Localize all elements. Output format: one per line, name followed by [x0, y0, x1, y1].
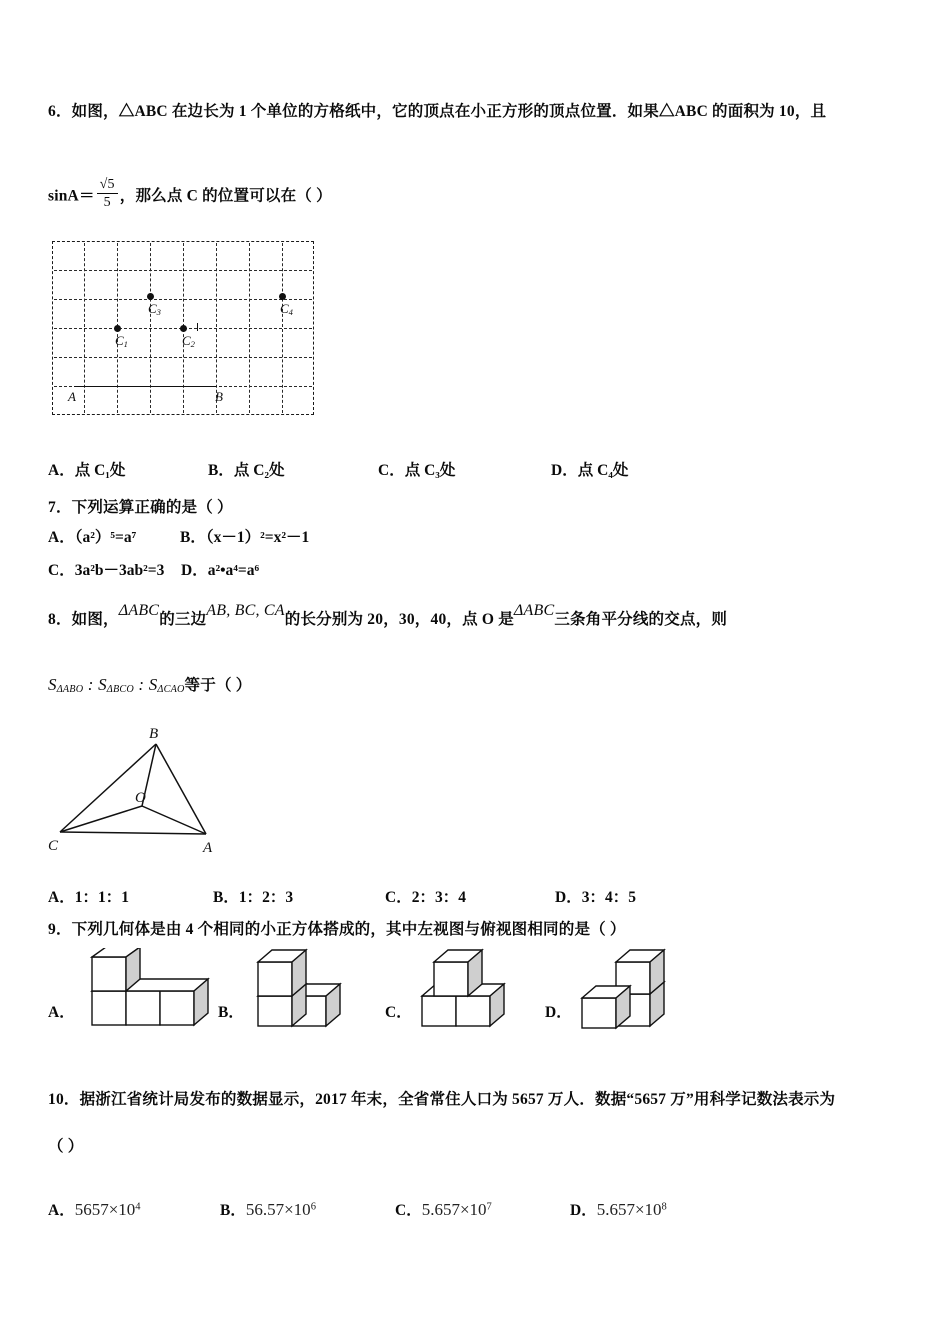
- option-a-key: A．: [48, 462, 75, 479]
- question-10-stem-line-2: （ ）: [48, 1138, 84, 1155]
- question-8-triangle-figure: [48, 722, 263, 857]
- question-7-options-row-2: [48, 558, 259, 580]
- option-b-text: 1：2：3: [238, 889, 294, 906]
- exponent: 6: [310, 1201, 316, 1213]
- question-10-options: [48, 1198, 667, 1220]
- grid-point-c1-label: $C_1$: [115, 333, 128, 350]
- mantissa: 5.657: [421, 1200, 460, 1219]
- option-c-key[interactable]: C．: [385, 1004, 412, 1021]
- cevian-a-o: [142, 806, 206, 834]
- option-c-expr: 3a²b－3ab²=3: [74, 562, 165, 579]
- grid-line-horizontal: [54, 299, 312, 300]
- option-b[interactable]: [208, 458, 378, 480]
- option-a-key: A．: [48, 529, 75, 546]
- option-b-expr: （x－1）²=x²－1: [205, 529, 310, 546]
- s-subscript-abo: ΔABO: [56, 684, 84, 696]
- mantissa: 56.57: [245, 1200, 285, 1219]
- option-b-expr: [246, 1200, 316, 1219]
- vertex-label-a: A: [203, 840, 213, 856]
- option-a[interactable]: [48, 1198, 220, 1220]
- exponent: 8: [661, 1201, 667, 1213]
- option-c-text: 点 C₃处: [404, 462, 456, 479]
- option-a-text: 点 C₁处: [74, 462, 126, 479]
- option-b-key: B．: [180, 529, 206, 546]
- mantissa: 5657: [74, 1200, 109, 1219]
- option-a[interactable]: [48, 885, 213, 907]
- option-a-key: A．: [48, 889, 75, 906]
- option-a-key: A．: [48, 1202, 75, 1219]
- exponent: 4: [135, 1201, 141, 1213]
- option-b[interactable]: [220, 1198, 395, 1220]
- option-d-key: D．: [181, 562, 208, 579]
- exponent: 7: [486, 1201, 492, 1213]
- option-c[interactable]: [378, 458, 551, 480]
- question-6-options: [48, 458, 628, 480]
- option-a-cube-figure[interactable]: [82, 948, 217, 1038]
- question-6-stem-suffix: ，那么点 C 的位置可以在（ ）: [119, 187, 332, 205]
- option-c-key: C．: [48, 562, 75, 579]
- cubes-svg-a: [82, 948, 217, 1033]
- grid-point-c4: [279, 293, 286, 300]
- incenter-label-o: O: [135, 790, 146, 806]
- option-c-text: 2：3：4: [411, 889, 466, 906]
- side-ca: [60, 832, 206, 834]
- option-d-key: D．: [570, 1202, 597, 1219]
- vertex-label-b: B: [149, 726, 159, 742]
- grid-point-c2: [180, 325, 187, 332]
- mantissa: 5.657: [596, 1200, 635, 1219]
- fraction-numerator: √5: [97, 178, 118, 194]
- question-8-stem-line-2: [48, 672, 251, 698]
- option-a[interactable]: [48, 525, 180, 547]
- option-b-text: 点 C₂处: [233, 462, 285, 479]
- grid-tick-mark: [197, 323, 198, 331]
- question-8-equals-text: 等于（ ）: [184, 677, 252, 694]
- grid-point-c4-label: $C_4$: [280, 301, 293, 318]
- option-a[interactable]: [48, 458, 208, 480]
- cubes-svg-b: [248, 948, 358, 1033]
- area-ratio-expression: $S_{\Delta ABO}$ : $S_{\Delta BCO}$ : $S_{\Delta CAO}$: [48, 675, 185, 696]
- option-c[interactable]: [395, 1198, 570, 1220]
- cubes-svg-c: [412, 948, 522, 1033]
- s-symbol-2: S: [98, 675, 107, 694]
- option-c-key: C．: [395, 1202, 422, 1219]
- option-c-key: C．: [378, 462, 405, 479]
- option-d-cube-figure[interactable]: [572, 942, 687, 1042]
- option-b-key: B．: [213, 889, 239, 906]
- option-d-text: 点 C₄处: [577, 462, 629, 479]
- question-8-options: [48, 885, 636, 907]
- vertex-label-c: C: [48, 838, 59, 854]
- option-d[interactable]: [551, 458, 628, 480]
- sin-a-prefix: sinA＝: [48, 187, 95, 205]
- option-c[interactable]: [385, 885, 555, 907]
- question-6-stem-line-1: 6．如图，△ABC 在边长为 1 个单位的方格纸中，它的顶点在小正方形的顶点位置．如果△ABC 的面积为 10，且: [48, 103, 827, 120]
- option-b-key: B．: [208, 462, 234, 479]
- option-c[interactable]: [48, 558, 181, 580]
- question-9-stem: 9．下列几何体是由 4 个相同的小正方体搭成的，其中左视图与俯视图相同的是（ ）: [48, 921, 626, 938]
- option-a-expr: （a²）⁵=a⁷: [74, 529, 137, 546]
- sqrt5-over-5-fraction: [97, 178, 118, 211]
- s-symbol-1: S: [48, 675, 57, 694]
- grid-point-c3: [147, 293, 154, 300]
- grid-point-c1: [114, 325, 121, 332]
- option-c-key: C．: [385, 889, 412, 906]
- question-8-stem-part-3: 的长分别为 20，30，40，点 O 是: [284, 611, 514, 628]
- vertex-label-b: B: [215, 389, 223, 404]
- option-d-key: D．: [555, 889, 582, 906]
- s-symbol-3: S: [148, 675, 158, 694]
- question-8-stem-part-2: 的三边: [159, 611, 207, 628]
- option-b[interactable]: [213, 885, 385, 907]
- option-a-key[interactable]: A．: [48, 1004, 75, 1021]
- cubes-svg-d: [572, 942, 687, 1037]
- option-b[interactable]: [180, 525, 309, 547]
- side-ba: [156, 744, 206, 834]
- option-c-cube-figure[interactable]: [412, 948, 522, 1038]
- times-ten: ×10: [284, 1200, 311, 1219]
- segment-ab: [74, 386, 217, 387]
- vertex-label-a: A: [68, 389, 76, 404]
- cevian-c-o: [60, 806, 142, 832]
- fraction-denominator: 5: [103, 195, 111, 210]
- option-b-cube-figure[interactable]: [248, 948, 358, 1038]
- option-d[interactable]: [181, 558, 259, 580]
- option-b-key[interactable]: B．: [218, 1004, 244, 1021]
- question-8-stem-part-1: 8．如图，: [48, 611, 119, 628]
- option-a-expr: [75, 1200, 141, 1219]
- grid-line-horizontal: [54, 357, 312, 358]
- question-8-stem-part-4: 三条角平分线的交点，则: [554, 611, 728, 628]
- option-d[interactable]: [555, 885, 636, 907]
- question-6-stem-line-2: [48, 178, 332, 211]
- sides-ab-bc-ca-math: AB, BC, CA: [206, 602, 285, 619]
- question-8-stem-line-1: [48, 602, 728, 632]
- option-d[interactable]: [570, 1198, 667, 1220]
- triangle-abc-math-2: ΔABC: [513, 602, 555, 619]
- option-d-key[interactable]: D．: [545, 1004, 572, 1021]
- option-d-text: 3：4：5: [581, 889, 636, 906]
- times-ten: ×10: [459, 1200, 487, 1219]
- times-ten: ×10: [634, 1200, 662, 1219]
- question-7-options-row-1: [48, 525, 309, 547]
- grid-point-c2-label: $C_2$: [182, 333, 195, 350]
- option-d-expr: a²•a⁴=a⁶: [207, 562, 260, 579]
- triangle-svg: [48, 722, 263, 857]
- grid-line-horizontal: [54, 270, 312, 271]
- question-6-grid-figure: [52, 241, 316, 417]
- option-d-expr: [597, 1200, 667, 1219]
- s-subscript-bco: ΔBCO: [106, 684, 134, 696]
- s-subscript-cao: ΔCAO: [157, 684, 185, 696]
- triangle-abc-math-1: ΔABC: [118, 602, 160, 619]
- option-d-key: D．: [551, 462, 578, 479]
- option-b-key: B．: [220, 1202, 246, 1219]
- grid-point-c3-label: $C_3$: [148, 301, 161, 318]
- question-7-stem: 7．下列运算正确的是（ ）: [48, 499, 233, 516]
- option-c-expr: [422, 1200, 492, 1219]
- side-bc: [60, 744, 156, 832]
- question-10-stem-line-1: 10．据浙江省统计局发布的数据显示，2017 年末，全省常住人口为 5657 万人．数据“5657 万”用科学记数法表示为: [48, 1091, 836, 1108]
- times-ten: ×10: [108, 1200, 136, 1219]
- option-a-text: 1：1：1: [74, 889, 129, 906]
